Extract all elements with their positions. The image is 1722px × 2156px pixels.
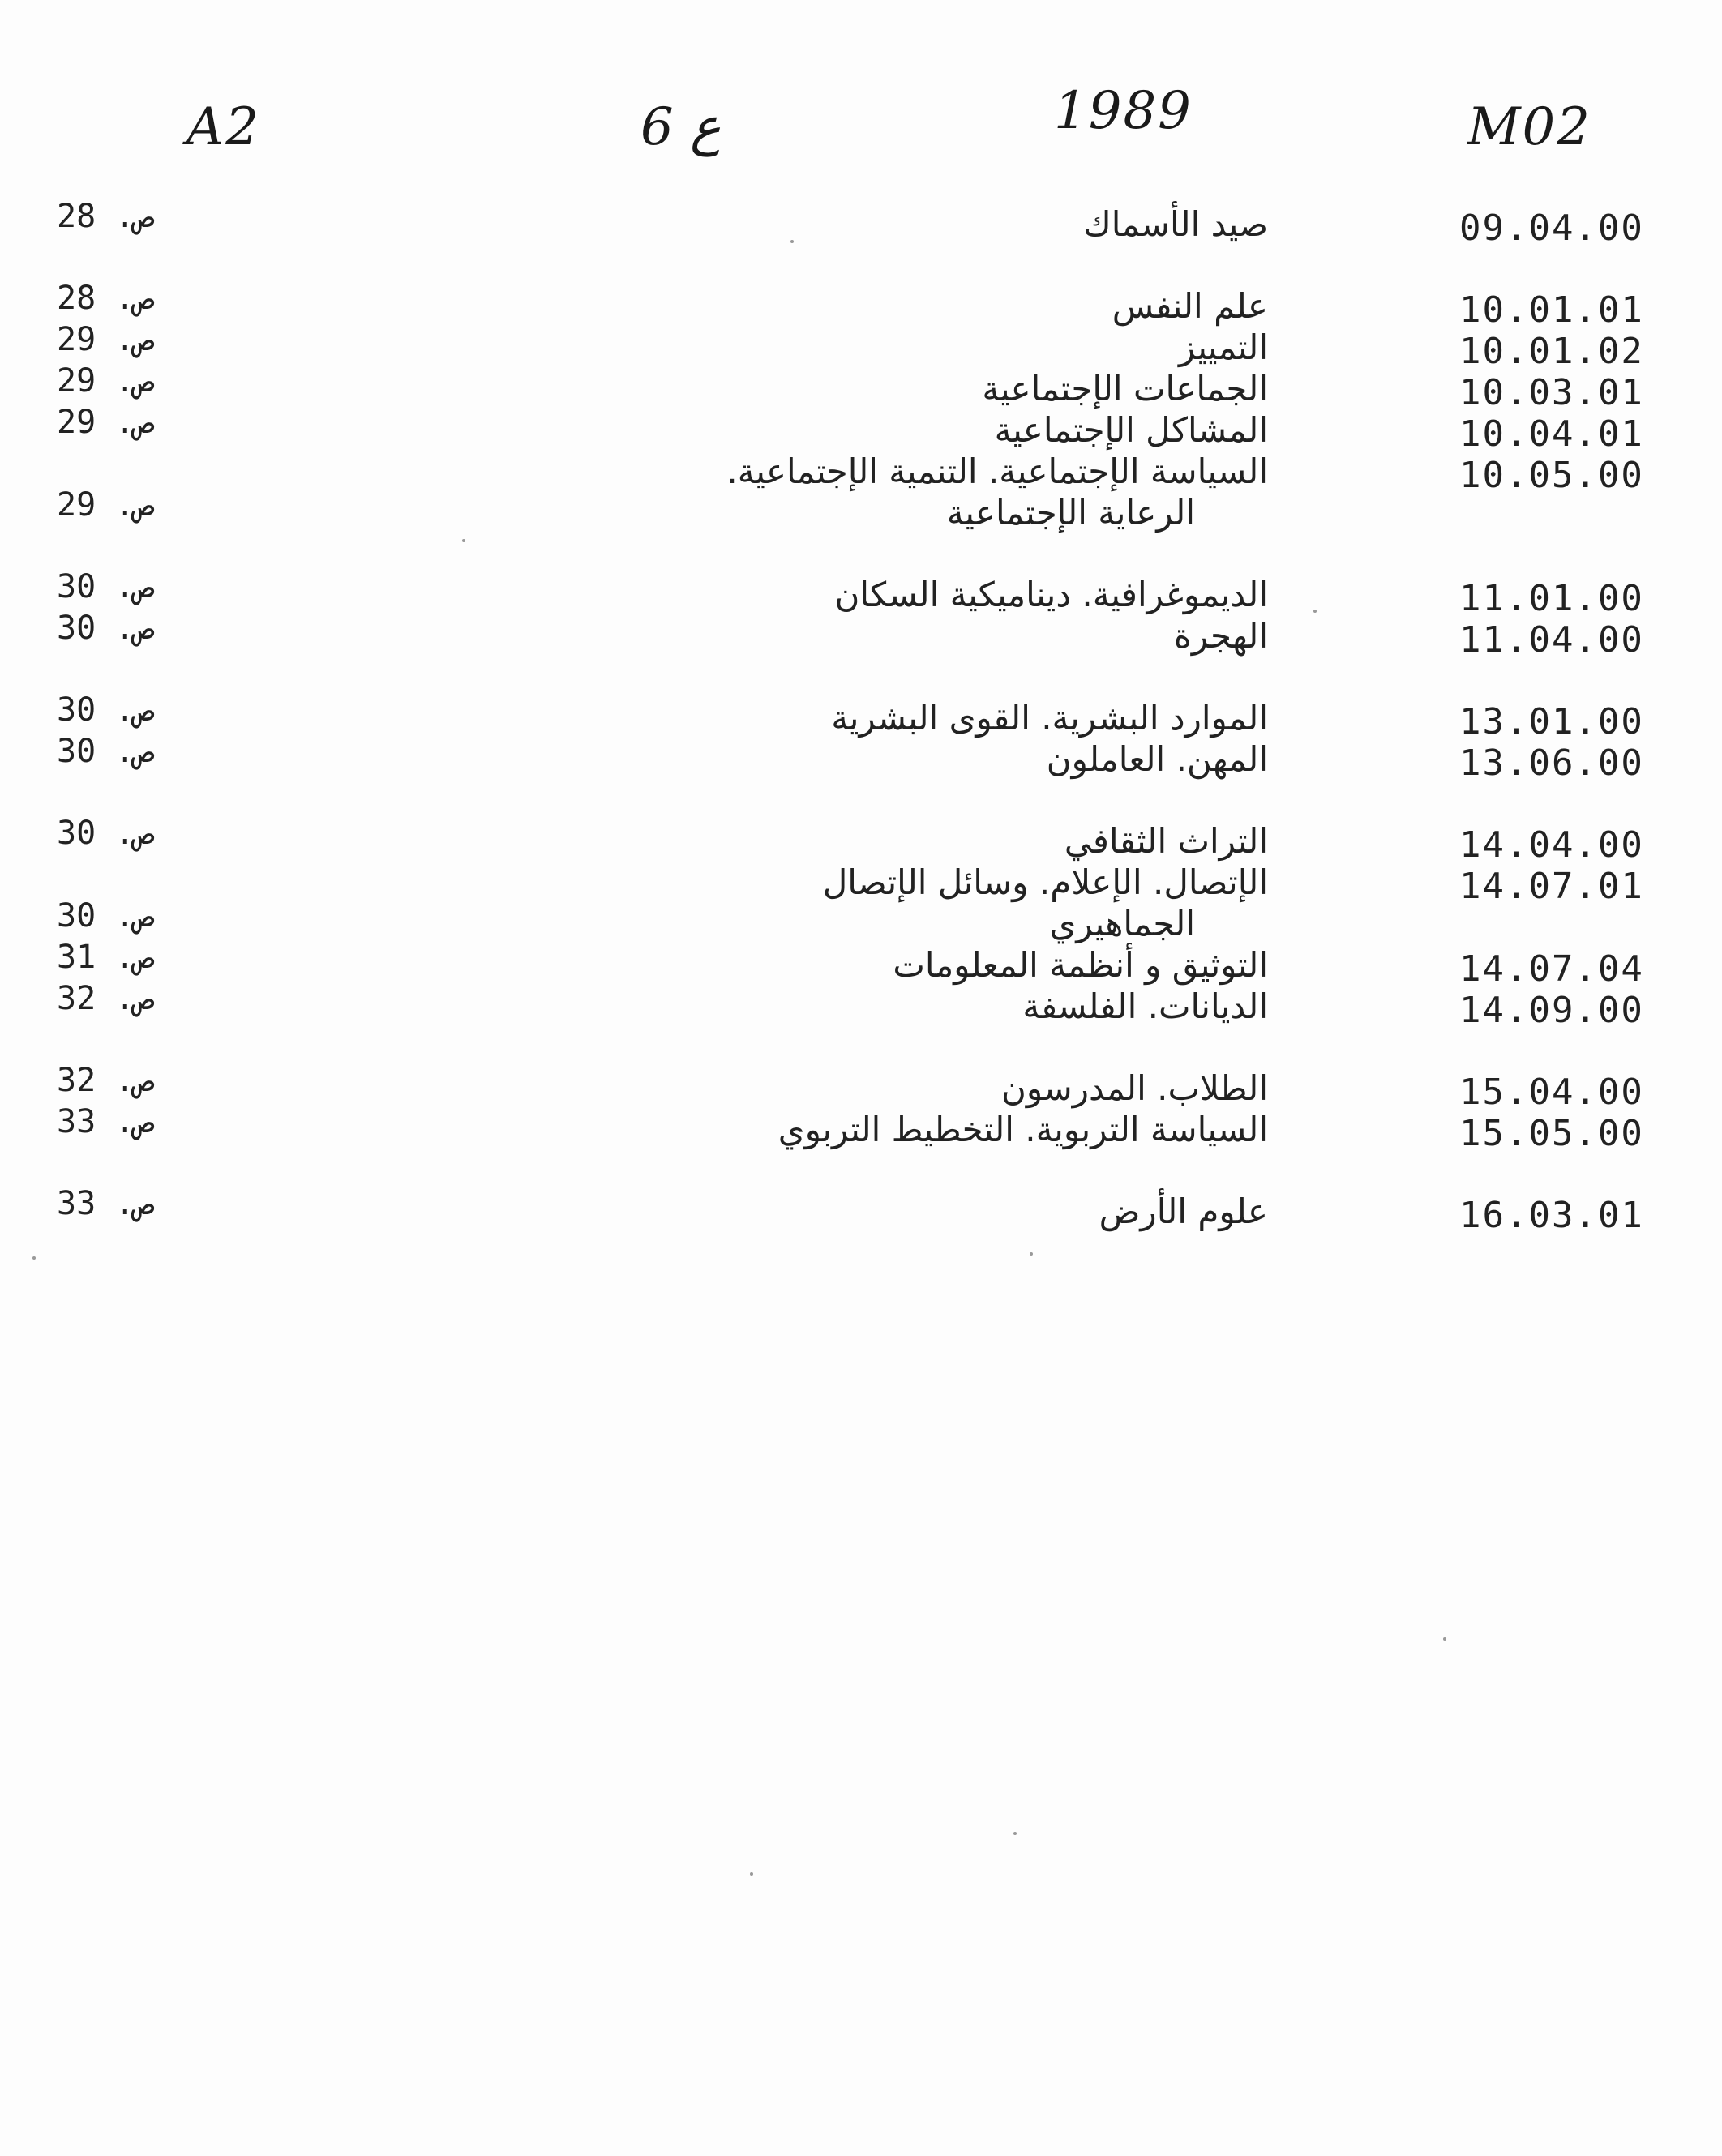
classification-code: 14.07.01 [1459, 866, 1644, 907]
classification-code: 14.04.00 [1459, 824, 1644, 866]
index-row-continuation [0, 897, 1722, 945]
classification-code: 11.01.00 [1459, 578, 1644, 619]
page-reference: ص. 32 [57, 1062, 155, 1099]
classification-code: 10.04.01 [1459, 413, 1644, 455]
index-row [0, 1062, 1722, 1113]
page-reference: ص. 30 [57, 610, 155, 647]
classification-code: 14.07.04 [1459, 948, 1644, 990]
index-row [0, 691, 1722, 742]
classification-code: 15.05.00 [1459, 1113, 1644, 1154]
handwritten-mark-a: A2 [186, 97, 260, 157]
subject-title: المهن. العاملون [1046, 739, 1268, 779]
page-reference: ص. 32 [57, 980, 155, 1017]
index-row [0, 733, 1722, 784]
subject-title: علم النفس [1112, 286, 1268, 326]
index-row [0, 815, 1722, 866]
page-reference: ص. 28 [57, 198, 155, 235]
page-reference: ص. 29 [57, 486, 155, 524]
page-reference: ص. 30 [57, 733, 155, 770]
index-row [0, 362, 1722, 413]
scan-speck [790, 240, 794, 243]
subject-title-continuation: الرعاية الإجتماعية [946, 493, 1195, 533]
classification-code: 10.03.01 [1459, 372, 1644, 413]
scan-speck [32, 1256, 36, 1260]
subject-title: الموارد البشرية. القوى البشرية [831, 698, 1268, 738]
subject-title: الجماعات الإجتماعية [982, 369, 1268, 409]
subject-title: التمييز [1179, 327, 1268, 367]
scan-speck [750, 1872, 753, 1876]
subject-title: الديانات. الفلسفة [1022, 986, 1268, 1026]
page-reference: ص. 30 [57, 568, 155, 605]
classification-code: 16.03.01 [1459, 1195, 1644, 1236]
scan-speck [1313, 610, 1317, 613]
index-row [0, 404, 1722, 455]
index-row [0, 862, 1722, 907]
subject-title: الطلاب. المدرسون [1000, 1068, 1268, 1108]
classification-code: 13.06.00 [1459, 742, 1644, 784]
index-row [0, 610, 1722, 661]
index-row [0, 939, 1722, 990]
scan-speck [462, 539, 465, 542]
index-row-continuation [0, 486, 1722, 534]
handwritten-mark-b: 6 ع [640, 97, 722, 157]
index-row [0, 198, 1722, 249]
subject-title-continuation: الجماهيري [1049, 904, 1195, 943]
classification-code: 15.04.00 [1459, 1072, 1644, 1113]
index-row [0, 321, 1722, 372]
subject-title: السياسة التربوية. التخطيط التربوي [777, 1110, 1268, 1149]
classification-code: 14.09.00 [1459, 990, 1644, 1031]
classification-code: 11.04.00 [1459, 619, 1644, 661]
page-reference: ص. 33 [57, 1103, 155, 1140]
handwritten-code: M02 [1467, 97, 1591, 157]
subject-title: صيد الأسماك [1083, 204, 1268, 244]
scan-speck [1030, 1252, 1033, 1256]
subject-title: الهجرة [1173, 616, 1268, 656]
page-reference: ص. 33 [57, 1185, 155, 1222]
page-reference: ص. 29 [57, 321, 155, 358]
subject-title: المشاكل الإجتماعية [994, 410, 1268, 450]
page-reference: ص. 30 [57, 815, 155, 852]
subject-title: الديموغرافية. ديناميكية السكان [834, 575, 1268, 614]
page-reference: ص. 29 [57, 404, 155, 441]
index-row [0, 1103, 1722, 1154]
subject-title: علوم الأرض [1099, 1191, 1268, 1231]
subject-title: الإتصال. الإعلام. وسائل الإتصال [822, 862, 1268, 902]
index-row [0, 1185, 1722, 1236]
scan-speck [1013, 1832, 1017, 1835]
index-row [0, 980, 1722, 1031]
page-reference: ص. 30 [57, 897, 155, 935]
page-reference: ص. 31 [57, 939, 155, 976]
index-row [0, 451, 1722, 496]
page-reference: ص. 30 [57, 691, 155, 729]
index-list [0, 198, 1722, 1236]
page-reference: ص. 29 [57, 362, 155, 400]
classification-code: 10.05.00 [1459, 455, 1644, 496]
page-reference: ص. 28 [57, 280, 155, 317]
classification-code: 10.01.01 [1459, 289, 1644, 331]
classification-code: 13.01.00 [1459, 701, 1644, 742]
subject-title: السياسة الإجتماعية. التنمية الإجتماعية. [726, 451, 1268, 491]
scan-speck [1443, 1637, 1446, 1641]
classification-code: 10.01.02 [1459, 331, 1644, 372]
subject-title: التراث الثقافي [1064, 821, 1268, 861]
classification-code: 09.04.00 [1459, 207, 1644, 249]
index-row [0, 568, 1722, 619]
index-row [0, 280, 1722, 331]
subject-title: التوثيق و أنظمة المعلومات [893, 945, 1268, 985]
handwritten-year: 1989 [1054, 81, 1193, 141]
